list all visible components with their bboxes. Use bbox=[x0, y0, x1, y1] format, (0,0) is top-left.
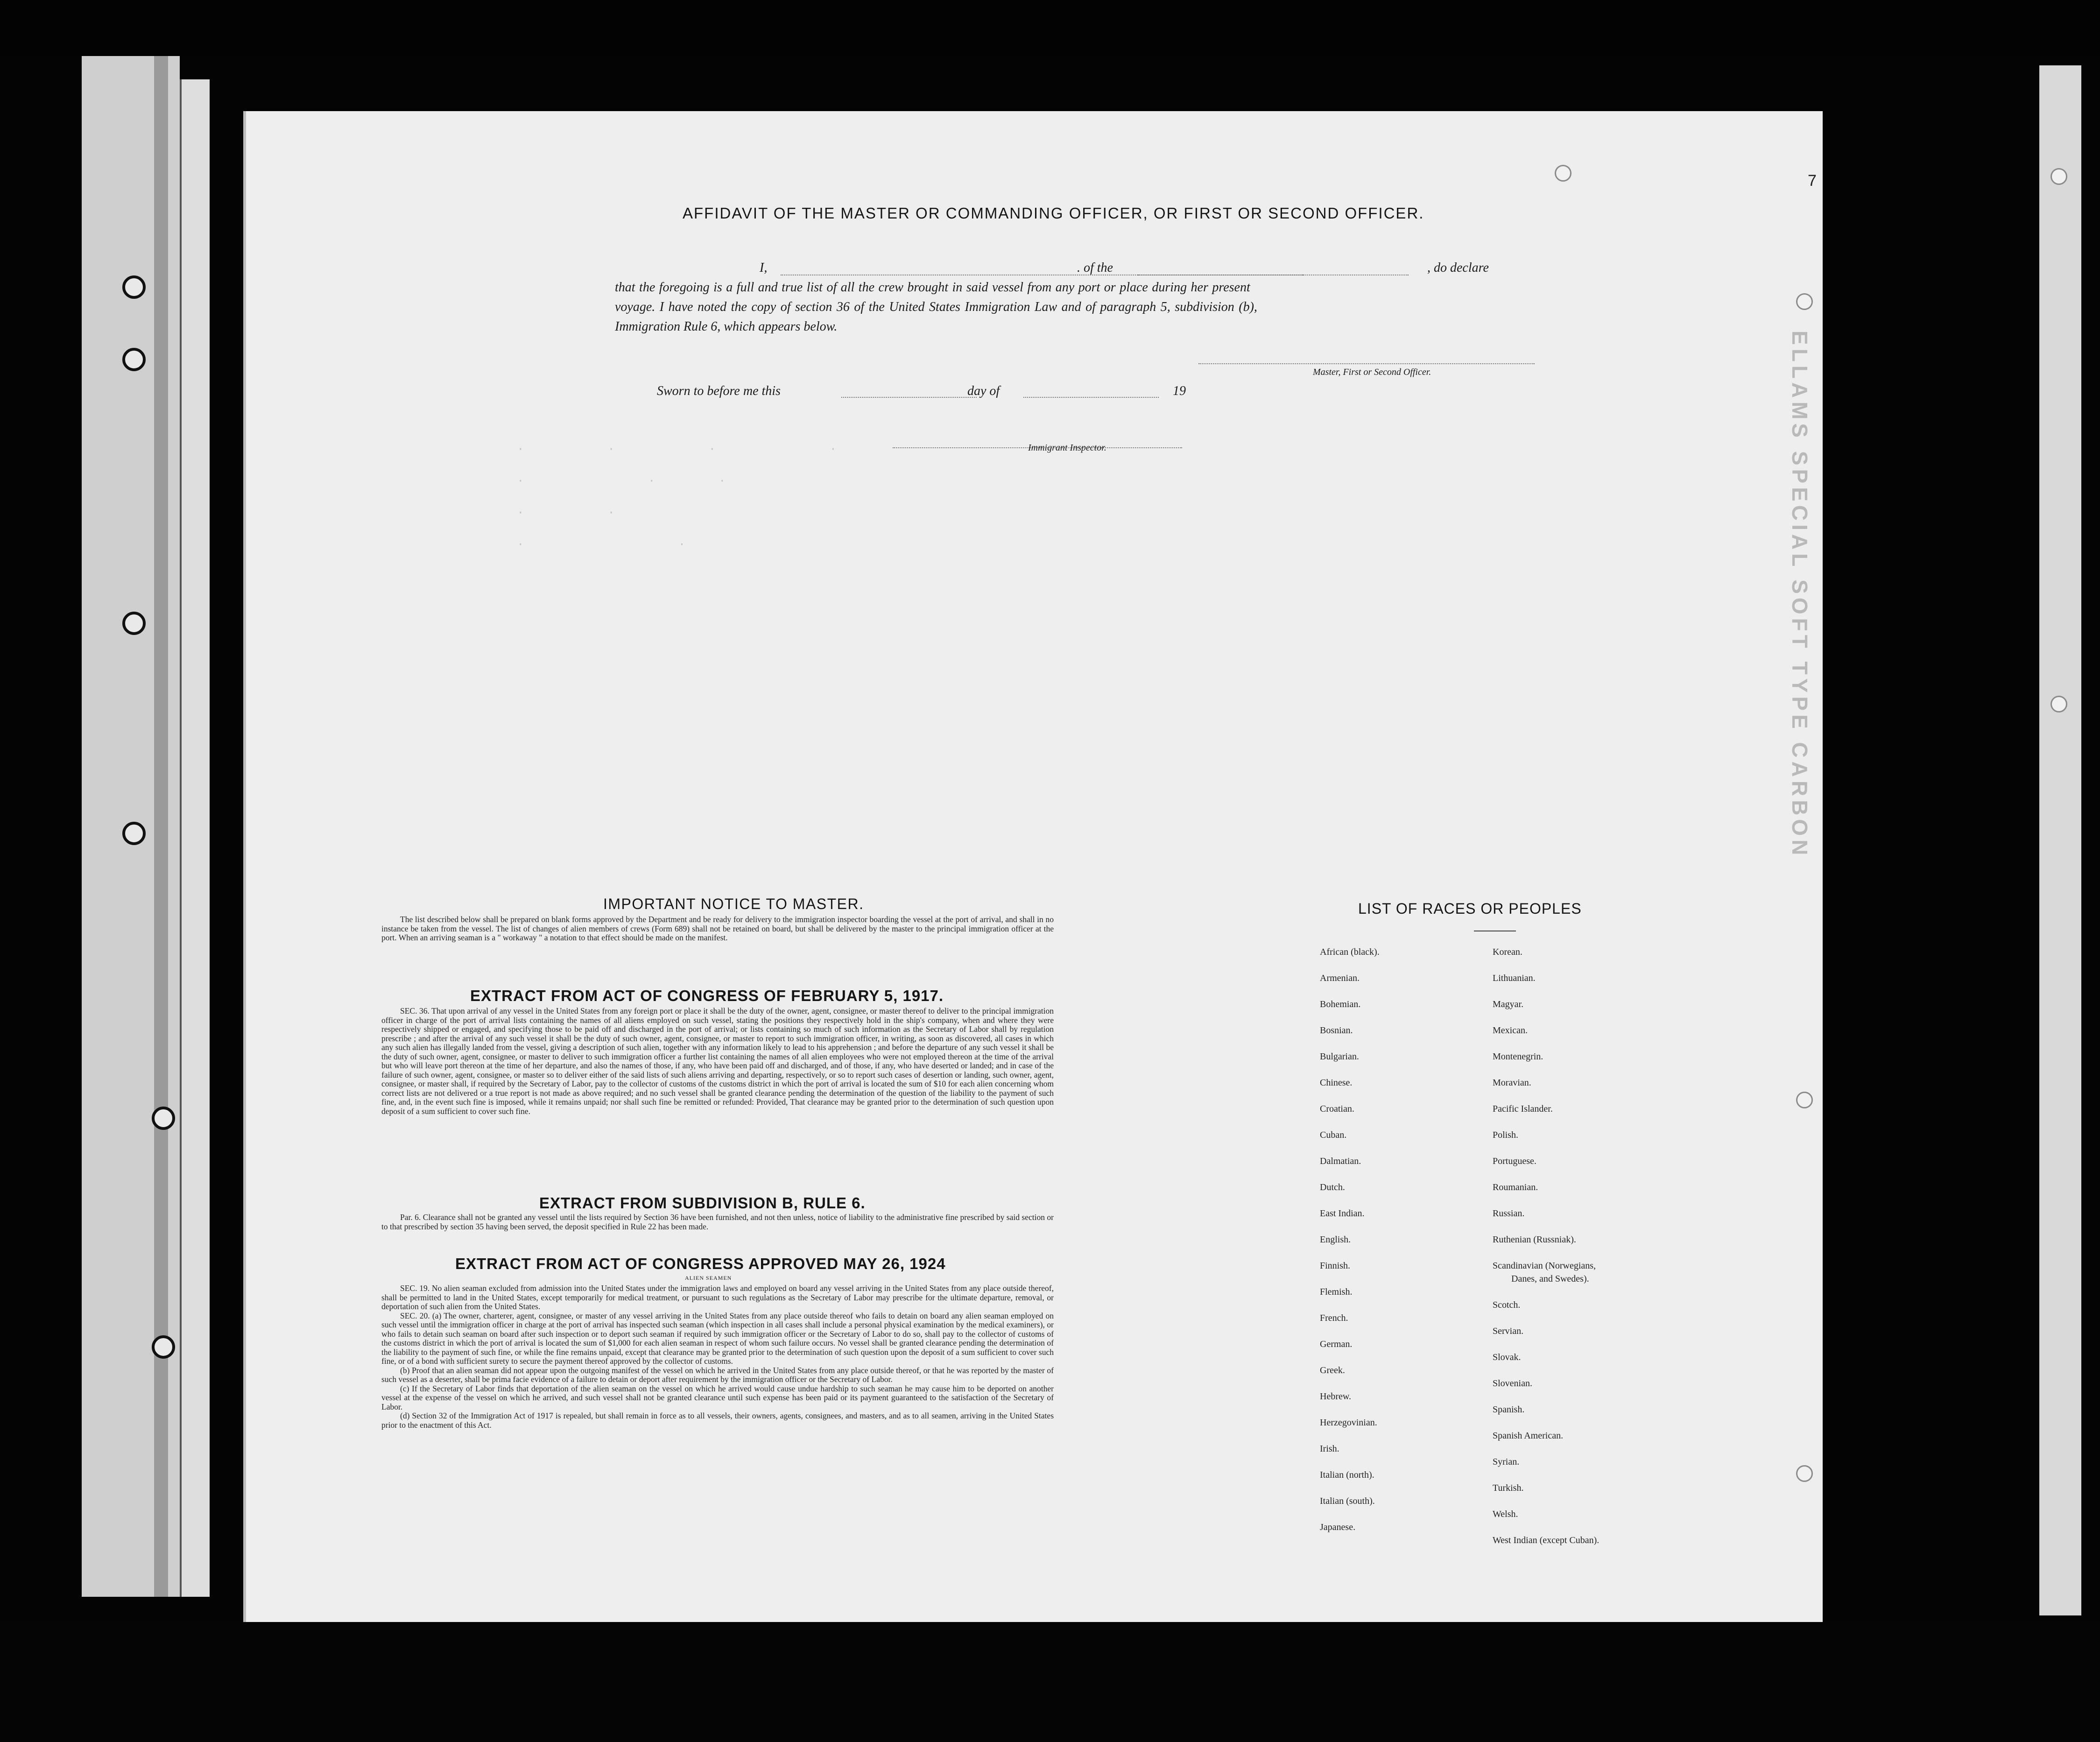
bottom-shadow bbox=[0, 1622, 2100, 1742]
affidavit-line3: Immigration Rule 6, which appears below. bbox=[615, 319, 838, 334]
race-item: Spanish American. bbox=[1493, 1431, 1564, 1441]
affidavit-title: AFFIDAVIT OF THE MASTER OR COMMANDING OFFICER, OR FIRST OR SECOND OFFICER. bbox=[683, 205, 1424, 222]
race-item: Russian. bbox=[1493, 1208, 1525, 1219]
race-item: Armenian. bbox=[1320, 973, 1360, 983]
race-item: Moravian. bbox=[1493, 1078, 1531, 1088]
race-item: Irish. bbox=[1320, 1444, 1339, 1454]
race-item: Bosnian. bbox=[1320, 1025, 1353, 1036]
binder-hole bbox=[122, 348, 146, 371]
sec-20b: (b) Proof that an alien seaman did not appear upon the outgoing manifest of the vessel on which he arrived in the United States from any place outside thereof, or that he was reported by the master of such vessel as a deserter, shall be prima facie evidence of a failure to detain or deport after requirement by the immigration officer or the Secretary of Labor. bbox=[381, 1365, 1054, 1384]
affidavit-i: I, bbox=[760, 261, 768, 275]
signature-blank bbox=[1198, 363, 1535, 364]
race-item: Flemish. bbox=[1320, 1287, 1353, 1297]
races-title: LIST OF RACES OR PEOPLES bbox=[1358, 900, 1582, 917]
sec-20d: (d) Section 32 of the Immigration Act of 1917 is repealed, but shall remain in force as to all vessels, their owners, agents, consignees, and masters, and as to all seamen, arriving in the United States prior to the enactment of this Act. bbox=[381, 1411, 1054, 1430]
race-item: Montenegrin. bbox=[1493, 1051, 1543, 1062]
race-item: Finnish. bbox=[1320, 1261, 1351, 1271]
binder-hole bbox=[122, 275, 146, 299]
race-item: Scandinavian (Norwegians, bbox=[1493, 1261, 1596, 1271]
binder-hole bbox=[122, 822, 146, 845]
extract-rule6-title: EXTRACT FROM SUBDIVISION B, RULE 6. bbox=[539, 1194, 866, 1212]
race-item: Roumanian. bbox=[1493, 1182, 1538, 1192]
carbon-paper-stamp: ELLAMS SPECIAL SOFT TYPE CARBON bbox=[1788, 331, 1812, 859]
race-item: East Indian. bbox=[1320, 1208, 1365, 1219]
race-item: Cuban. bbox=[1320, 1130, 1347, 1140]
race-item: Polish. bbox=[1493, 1130, 1519, 1140]
race-item: Turkish. bbox=[1493, 1483, 1524, 1493]
race-item: Slovak. bbox=[1493, 1352, 1521, 1362]
affidavit-do-declare: , do declare bbox=[1427, 261, 1489, 275]
extract-1924-body bbox=[381, 1284, 1054, 1430]
extract-1924-title: EXTRACT FROM ACT OF CONGRESS APPROVED MAY 26, 1924 bbox=[455, 1255, 946, 1272]
sheet-hole bbox=[1555, 165, 1571, 182]
race-item: Korean. bbox=[1493, 947, 1522, 957]
day-blank bbox=[841, 397, 977, 398]
year-text: 19 bbox=[1173, 384, 1186, 398]
binder-hole bbox=[2051, 696, 2067, 712]
binder-hole bbox=[152, 1107, 175, 1130]
notice-text: The list described below shall be prepared on blank forms approved by the Department and be ready for delivery to the immigration inspector boarding the vessel at the port of arrival, and shall in no instance be taken from the vessel. The list of changes of alien members of crews (Form 689) shall not be retained on board, but shall be delivered by the master to the principal immigration officer at the port. When an arriving seaman is a " workaway " a notation to that effect should be made on the manifest. bbox=[381, 915, 1054, 942]
race-item: Mexican. bbox=[1493, 1025, 1528, 1036]
race-item: Dutch. bbox=[1320, 1182, 1345, 1192]
race-item: Greek. bbox=[1320, 1365, 1345, 1375]
affidavit-line2: voyage. I have noted the copy of section 36 of the United States Immigration Law and of paragraph 5, subdivision (b), bbox=[615, 300, 1257, 314]
binder-hole bbox=[152, 1335, 175, 1359]
extract-1917-text: SEC. 36. That upon arrival of any vessel in the United States from any foreign port or place it shall be the duty of the owner, agent, consignee, or master thereof to deliver to the principal immigration officer in charge of the port of arrival lists containing the names of all aliens employed on such vessel, stating the positions they respectively hold in the ship's company, when and where they were respectively shipped or engaged, and specifying those to be paid off and discharged in the port of arrival; or lists containing so much of such information as the Secretary of Labor shall by regulation prescribe ; and after the arrival of any such vessel it shall be the duty of such owner, agent, consignee, or master to report to such immigration officer, in writing, as soon as discovered, all cases in which any such alien has illegally landed from the vessel, giving a description of such alien, together with any information likely to lead to his apprehension ; and before the departure of any such vessel it shall be the duty of such owner, agent, consignee, or master to deliver to such immigration officer a further list containing the names of all alien employees who were not employed thereon at the time of the arrival but who will leave port thereon at the time of her departure, and also the names of those, if any, who have been paid off and discharged, and of those, if any, who have deserted or landed; and in case of the failure of such owner, agent, consignee, or master so to deliver either of the said lists of such aliens arriving and departing, respectively, or so to report such cases of desertion or landing, such owner, agent, consignee, or master shall, if required by the Secretary of Labor, pay to the collector of customs of the customs district in which the port of arrival is located the sum of $10 for each alien concerning whom correct lists are not delivered or a true report is not made as above required; and no such vessel shall be granted clearance pending the determination of the question of the liability to the payment of such fine, and, in the event such fine is imposed, while it remains unpaid; nor shall such fine be remitted or refunded: Provided, That clearance may be granted prior to the determination of such question upon deposit of a sum sufficient to cover such fine. bbox=[381, 1006, 1054, 1116]
race-item: Magyar. bbox=[1493, 999, 1524, 1009]
sheet-hole bbox=[1796, 1465, 1813, 1482]
race-item: Bohemian. bbox=[1320, 999, 1361, 1009]
signature-caption: Master, First or Second Officer. bbox=[1313, 367, 1431, 377]
race-item: Scotch. bbox=[1493, 1300, 1521, 1310]
left-binder-shadow bbox=[154, 56, 168, 1597]
inspector-caption: Immigrant Inspector. bbox=[1028, 443, 1106, 453]
race-item: Syrian. bbox=[1493, 1457, 1520, 1467]
manifest-sheet bbox=[243, 111, 1823, 1622]
page-number: 7 bbox=[1808, 172, 1817, 190]
race-item: Pacific Islander. bbox=[1493, 1104, 1553, 1114]
race-item: German. bbox=[1320, 1339, 1353, 1349]
race-item: Lithuanian. bbox=[1493, 973, 1536, 983]
race-item: Chinese. bbox=[1320, 1078, 1353, 1088]
sec-19: SEC. 19. No alien seaman excluded from admission into the United States under the immigration laws and employed on board any vessel arriving in the United States from any place outside thereof, shall be permitted to land in the United States, except temporarily for medical treatment, or pursuant to such regulations as the Secretary of Labor may prescribe for the ultimate departure, removal, or deportation of such alien from the United States. bbox=[381, 1284, 1054, 1311]
race-item: Italian (north). bbox=[1320, 1470, 1374, 1480]
left-binder-stripe bbox=[180, 79, 210, 1597]
right-binder-edge bbox=[2039, 65, 2081, 1615]
race-item: French. bbox=[1320, 1313, 1348, 1323]
race-item: Spanish. bbox=[1493, 1404, 1525, 1415]
race-item: West Indian (except Cuban). bbox=[1493, 1535, 1600, 1545]
race-item: Ruthenian (Russniak). bbox=[1493, 1234, 1576, 1245]
notice-title: IMPORTANT NOTICE TO MASTER. bbox=[603, 896, 864, 912]
bleed-through-rows: · · · · · · · · · · · bbox=[517, 442, 840, 551]
race-item: Danes, and Swedes). bbox=[1511, 1274, 1589, 1284]
race-item: Herzegovinian. bbox=[1320, 1418, 1377, 1428]
race-item: Slovenian. bbox=[1493, 1378, 1532, 1389]
race-item: Portuguese. bbox=[1493, 1156, 1536, 1166]
affidavit-line1: that the foregoing is a full and true list of all the crew brought in said vessel from any port or place during her present bbox=[615, 280, 1250, 295]
race-item: Japanese. bbox=[1320, 1522, 1356, 1532]
race-item: Bulgarian. bbox=[1320, 1051, 1359, 1062]
sworn-text: Sworn to before me this bbox=[657, 384, 781, 398]
race-item: Croatian. bbox=[1320, 1104, 1354, 1114]
race-item: African (black). bbox=[1320, 947, 1380, 957]
extract-1924-subtitle: ALIEN SEAMEN bbox=[685, 1275, 732, 1281]
race-item: Dalmatian. bbox=[1320, 1156, 1361, 1166]
day-of-text: day of bbox=[967, 384, 1000, 398]
race-item: Italian (south). bbox=[1320, 1496, 1375, 1506]
month-blank bbox=[1023, 397, 1159, 398]
binder-hole bbox=[122, 612, 146, 635]
race-item: Servian. bbox=[1493, 1326, 1524, 1336]
race-item: Hebrew. bbox=[1320, 1391, 1352, 1402]
affidavit-of-the: . of the bbox=[1077, 261, 1113, 275]
sheet-hole bbox=[1796, 293, 1813, 310]
top-shadow bbox=[0, 0, 2100, 56]
sheet-hole bbox=[1796, 1092, 1813, 1108]
binder-hole bbox=[2051, 168, 2067, 185]
extract-rule6-text: Par. 6. Clearance shall not be granted any vessel until the lists required by Section 36 have been furnished, and not then unless, notice of liability to the administrative fine prescribed by said section or to that prescribed by section 35 having been served, the deposit specified in Rule 22 has been made. bbox=[381, 1213, 1054, 1231]
race-item: Welsh. bbox=[1493, 1509, 1518, 1519]
race-item: English. bbox=[1320, 1234, 1351, 1245]
sec-20c: (c) If the Secretary of Labor finds that deportation of the alien seaman on the vessel on which he arrived would cause undue hardship to such seaman he may cause him to be deported on another vessel at the expense of the vessel on which he arrived, and such vessel shall not be granted clearance until such expense has been paid or its payment guaranteed to the satisfaction of the Secretary of Labor. bbox=[381, 1383, 1054, 1411]
extract-1917-title: EXTRACT FROM ACT OF CONGRESS OF FEBRUARY 5, 1917. bbox=[470, 987, 944, 1004]
sec-20a: SEC. 20. (a) The owner, charterer, agent, consignee, or master of any vessel arriving in the United States from any place outside thereof who fails to detain on board any alien seaman employed on such vessel until the immigration officer in charge at the port of arrival has inspected such seaman (which inspection in all cases shall include a personal physical examination by the medical examiners), or who fails to detain such seaman on board after such inspection or to deport such seaman if required by such immigration officer or the Secretary of Labor to do so, shall pay to the collector of customs of the customs district in which the port of arrival is located the sum of $1,000 for each alien seaman in respect of whom such failure occurs. No vessel shall be granted clearance pending the determination of the liability to the payment of such fine, or while the fine remains unpaid, except that clearance may be granted prior to the determination of such question upon the deposit of a sum sufficient to cover such fine, or of a bond with sufficient surety to secure the payment thereof approved by the collector of customs. bbox=[381, 1311, 1054, 1366]
